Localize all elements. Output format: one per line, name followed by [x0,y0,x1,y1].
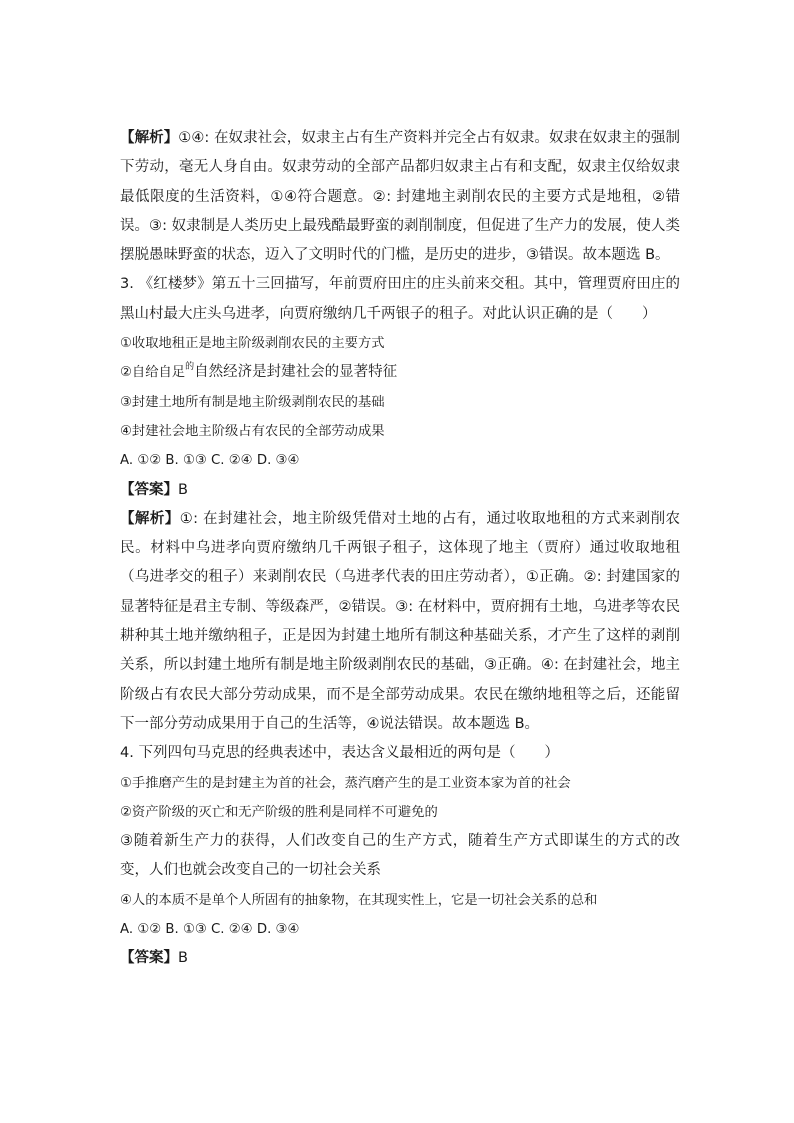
q4-choices: A. ①② B. ①③ C. ②④ D. ③④ [120,922,300,938]
q3-option-2-part-b: 自然经济是封建社会的显著特征 [194,364,398,381]
question-3-stem: 3. 《红楼梦》第五十三回描写，年前贾府田庄的庄头前来交租。其中，管理贾府田庄的黑山村最大庄头乌进孝，向贾府缴纳几千两银子的租子。对此认识正确的是（ ） [120,276,680,322]
answer-value: B [178,481,188,498]
answer-value: B [178,950,188,967]
q4-option-4: ④人的本质不是单个人所固有的抽象物，在其现实性上，它是一切社会关系的总和 [120,892,598,908]
document-page [120,124,680,974]
q3-choices: A. ①② B. ①③ C. ②④ D. ③④ [120,453,300,469]
analysis-text: ①④: 在奴隶社会，奴隶主占有生产资料并完全占有奴隶。奴隶在奴隶主的强制下劳动，毫无人身自由。奴隶劳动的全部产品都归奴隶主占有和支配，奴隶主仅给奴隶最低限度的生活资料，①④符合题意。②: 封建地主剥削农民的主要方式是地租，②错误。③: 奴隶制是人类历史上最残酷最野蛮的剥削制度，但促进了生产力的发展，使人类摆脱愚昧野蛮的状态，迈入了文明时代的门槛，是历史的进步，③错误。故本题选 B。 [120,130,680,264]
answer-label: 【答案】 [120,481,178,498]
answer-q4 [120,944,680,973]
analysis-q3 [120,505,680,739]
q3-option-4: ④封建社会地主阶级占有农民的全部劳动成果 [120,423,385,439]
analysis-label: 【解析】 [120,510,180,527]
question-4-stem: 4. 下列四句马克思的经典表述中，表达含义最相近的两句是（ ） [120,745,559,762]
q3-option-3: ③封建土地所有制是地主阶级剥削农民的基础 [120,394,385,410]
q3-option-2 [120,358,680,387]
q3-option-2-part-a: ②自给自足 [120,365,186,381]
q4-option-3: ③随着新生产力的获得，人们改变自己的生产方式，随着生产方式即谋生的方式的改变，人们也就会改变自己的一切社会关系 [120,833,680,879]
q4-option-1: ①手推磨产生的是封建主为首的社会，蒸汽磨产生的是工业资本家为首的社会 [120,775,571,791]
q3-option-1: ①收取地租正是地主阶级剥削农民的主要方式 [120,336,385,352]
q4-option-2: ②资产阶级的灭亡和无产阶级的胜利是同样不可避免的 [120,804,438,820]
analysis-text: ①: 在封建社会，地主阶级凭借对土地的占有，通过收取地租的方式来剥削农民。材料中乌进孝向贾府缴纳几千两银子租子，这体现了地主（贾府）通过收取地租（乌进孝交的租子）来剥削农民（乌进孝代表的田庄劳动者），①正确。②: 封建国家的显著特征是君主专制、等级森严，②错误。③: 在材料中，贾府拥有土地，乌进孝等农民耕种其土地并缴纳租子，正是因为封建土地所有制这种基础关系，才产生了这样的剥削关系，所以封建土地所有制是地主阶级剥削农民的基础，③正确。④: 在封建社会，地主阶级占有农民大部分劳动成果，而不是全部劳动成果。农民在缴纳地租等之后，还能留下一部分劳动成果用于自己的生活等，④说法错误。故本题选 B。 [120,510,681,732]
answer-q3 [120,476,680,505]
analysis-label: 【解析】 [120,130,179,146]
analysis-q2 [120,124,680,270]
answer-label: 【答案】 [120,950,178,967]
q3-option-2-sup: 的 [185,362,195,373]
